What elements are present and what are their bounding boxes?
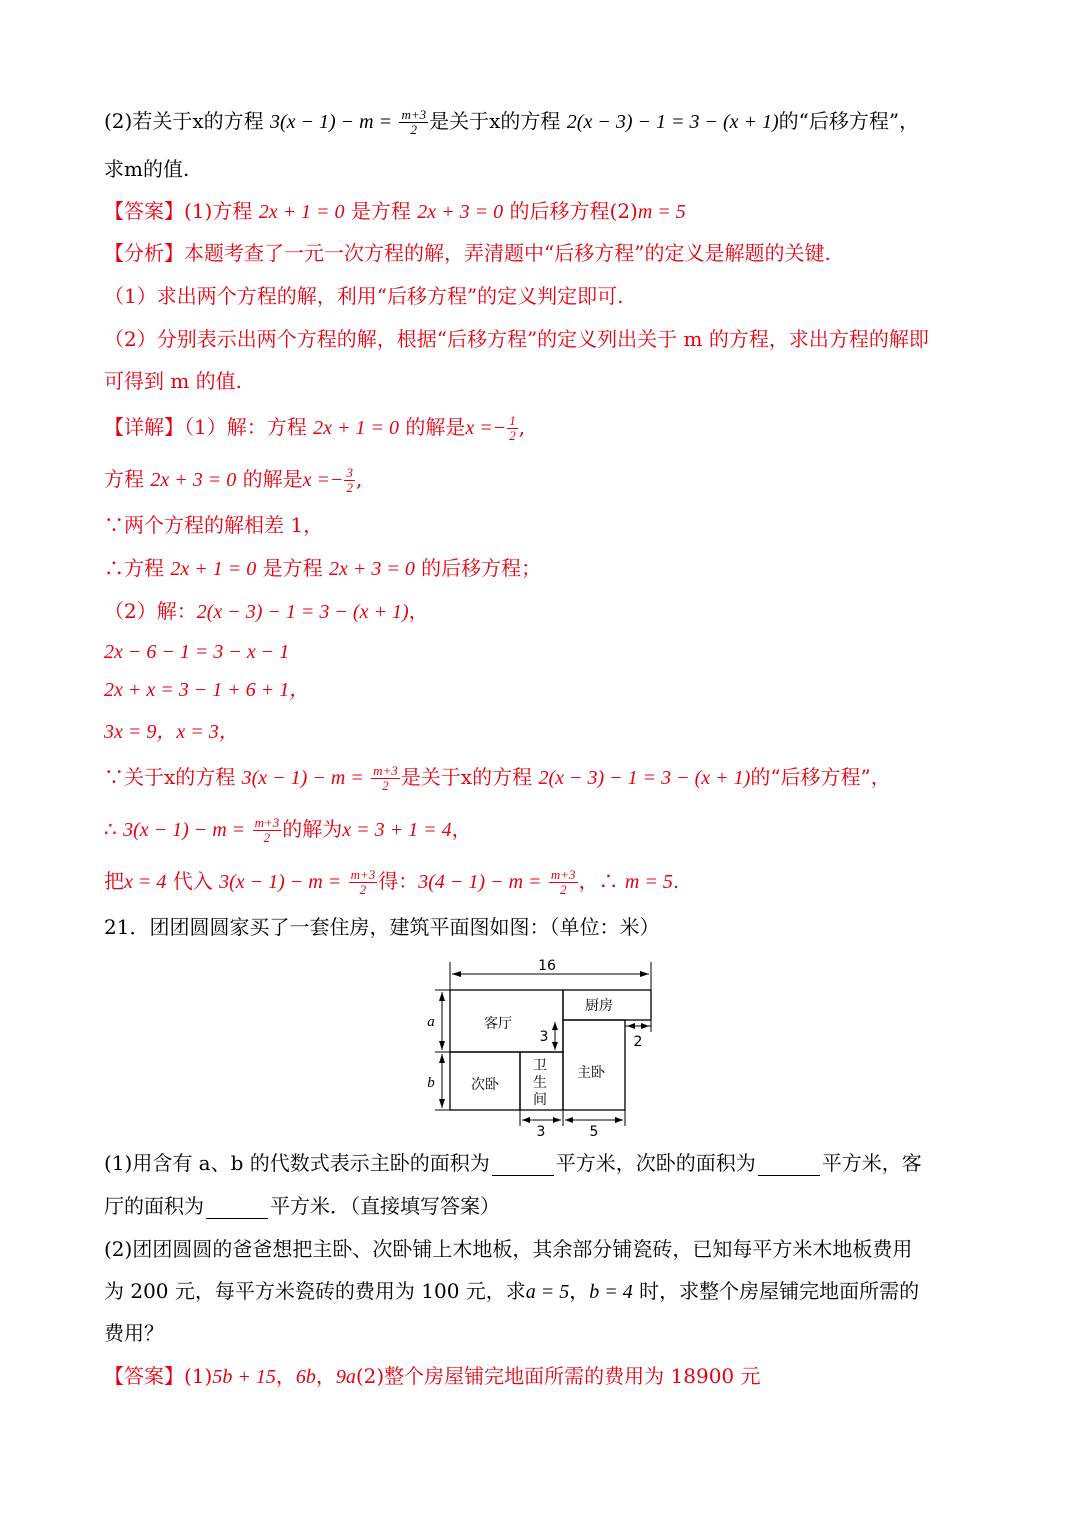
detail-line-11: 把x = 4 代入 3(x − 1) − m = $\frac{m+3}{2}$ 得：3(4 − 1) − m = $\frac{m+3}{2}$ ，∴ m = 5.	[104, 867, 680, 897]
answer-tag: 【答案】	[104, 199, 184, 223]
question-20-2-line1: (2)若关于x的方程 3(x − 1) − m = $\frac{m+3}{2}$ 是关于x的方程 2(x − 3) − 1 = 3 − (x + 1)的“后移方程”，	[104, 107, 920, 137]
answer-20: 【答案】(1)方程 2x + 1 = 0 是方程 2x + 3 = 0 的后移方程(2)m = 5	[104, 199, 686, 223]
detail-line-9: ∵关于x的方程 3(x − 1) − m = $\frac{m+3}{2}$ 是关于x的方程 2(x − 3) − 1 = 3 − (x + 1)的“后移方程”，	[104, 763, 891, 793]
floor-plan-diagram	[420, 950, 660, 1140]
room-bath-3: 间	[533, 1092, 547, 1108]
q21-part2-line2: 为 200 元，每平方米瓷砖的费用为 100 元，求a = 5，b = 4 时，求整个房屋铺完地面所需的	[104, 1279, 920, 1303]
analysis-line-3: 可得到 m 的值.	[104, 369, 243, 393]
label-b: b	[427, 1075, 435, 1091]
detail-line-5: （2）解：2(x − 3) − 1 = 3 − (x + 1)，	[104, 599, 429, 623]
question-20-2-line2: 求m的值.	[104, 157, 190, 181]
answer-tag: 【答案】	[104, 1364, 184, 1388]
q-text: (2)若关于x的方程	[104, 109, 270, 133]
room-bath-2: 生	[533, 1075, 547, 1091]
fraction: $\frac{m+3}{2}$	[401, 107, 427, 137]
q21-part2-line3: 费用？	[104, 1321, 164, 1345]
q21-part1-line2: 厅的面积为 平方米．（直接填写答案）	[104, 1194, 500, 1218]
detail-line-10: ∴ 3(x − 1) − m = $\frac{m+3}{2}$ 的解为x = 3 + 1 = 4，	[104, 815, 472, 845]
dim-3-bottom: 3	[536, 1124, 546, 1140]
detail-line-1: 【详解】（1）解：方程 2x + 1 = 0 的解是x =− $\frac{1}{2}$ ,	[104, 413, 526, 443]
q-equation-1: 3(x − 1) − m =	[269, 111, 393, 133]
detail-line-8: 3x = 9，x = 3，	[104, 721, 239, 743]
answer-blank-2[interactable]	[758, 1155, 820, 1176]
detail-line-4: ∴方程 2x + 1 = 0 是方程 2x + 3 = 0 的后移方程；	[104, 556, 542, 580]
detail-line-7: 2x + x = 3 − 1 + 6 + 1，	[104, 679, 310, 701]
detail-line-2: 方程 2x + 3 = 0 的解是x =− $\frac{3}{2}$ ,	[104, 465, 363, 495]
answer-21: 【答案】(1)5b + 15，6b，9a(2)整个房屋铺完地面所需的费用为 18900 元	[104, 1364, 761, 1388]
label-a: a	[427, 1014, 435, 1030]
room-bath-1: 卫	[533, 1058, 547, 1074]
q21-part1-line1: (1)用含有 a、b 的代数式表示主卧的面积为 平方米，次卧的面积为 平方米，客	[104, 1151, 922, 1175]
detail-line-6: 2x − 6 − 1 = 3 − x − 1	[104, 641, 290, 663]
analysis-tag: 【分析】	[104, 241, 184, 265]
dim-16: 16	[538, 958, 556, 974]
answer-blank-1[interactable]	[492, 1155, 554, 1176]
room-second-bedroom: 次卧	[471, 1077, 499, 1093]
analysis-20: 【分析】本题考查了一元一次方程的解，弄清题中“后移方程”的定义是解题的关键.	[104, 241, 831, 265]
dim-3-left: 3	[539, 1029, 549, 1045]
analysis-line-2: （2）分别表示出两个方程的解，根据“后移方程”的定义列出关于 m 的方程，求出方程的解即	[104, 327, 929, 351]
q21-part2-line1: (2)团团圆圆的爸爸想把主卧、次卧铺上木地板，其余部分铺瓷砖，已知每平方米木地板费用	[104, 1237, 913, 1261]
q-equation-2: 2(x − 3) − 1 = 3 − (x + 1)	[566, 111, 779, 133]
detail-line-3: ∵两个方程的解相差 1，	[104, 513, 324, 537]
analysis-line-1: （1）求出两个方程的解，利用“后移方程”的定义判定即可.	[104, 284, 624, 308]
answer-blank-3[interactable]	[206, 1198, 268, 1219]
room-master-bedroom: 主卧	[577, 1065, 605, 1081]
room-kitchen: 厨房	[585, 998, 613, 1014]
dim-2-right: 2	[633, 1034, 643, 1050]
question-21-title: 21．团团圆圆家买了一套住房，建筑平面图如图：（单位：米）	[104, 915, 660, 939]
room-living: 客厅	[484, 1016, 512, 1032]
detail-tag: 【详解】	[104, 415, 184, 439]
dim-5-bottom: 5	[589, 1124, 599, 1140]
